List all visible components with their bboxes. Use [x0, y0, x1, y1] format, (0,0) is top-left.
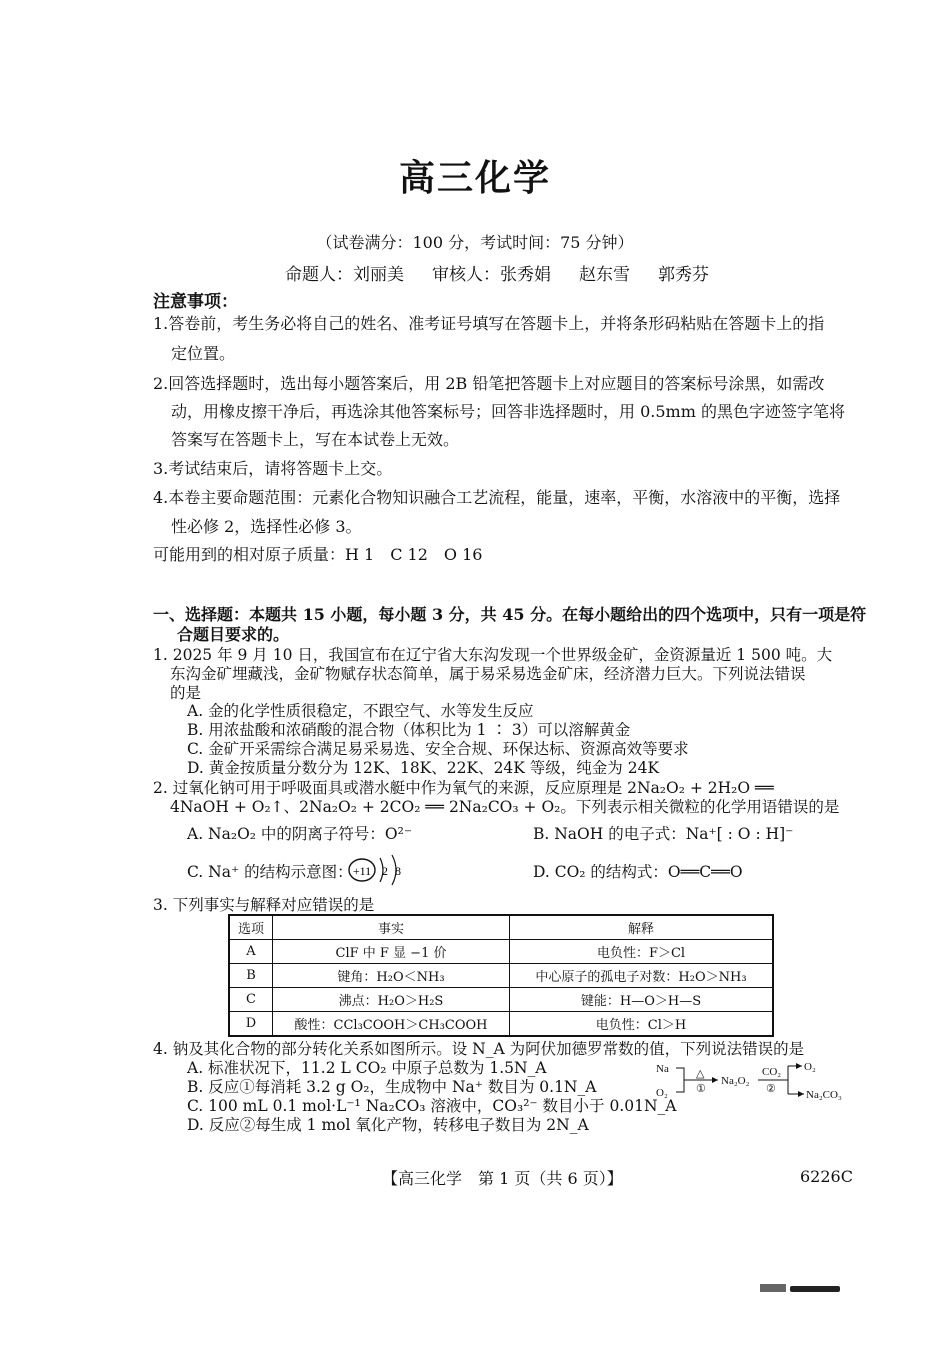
option-a: A. Na₂O₂ 中的阴离子符号：O²⁻: [187, 825, 413, 843]
question-1-stem: [153, 646, 832, 703]
stem-line: 2. 过氧化钠可用于呼吸面具或潜水艇中作为氧气的来源，反应原理是 2Na₂O₂ + 2H₂O ══: [153, 779, 774, 797]
author-reviewer-1: 审核人：张秀娟: [432, 265, 551, 285]
col-header-explanation: 解释: [510, 915, 774, 940]
option-b: B. 用浓盐酸和浓硝酸的混合物（体积比为 1 ∶ 3）可以溶解黄金: [187, 721, 631, 739]
author-proposer: 命题人：刘丽美: [285, 265, 404, 285]
cell-option: D: [229, 1012, 273, 1037]
question-4-options: [187, 1059, 676, 1135]
section-heading-line: 一、选择题：本题共 15 小题，每小题 3 分，共 45 分。在每小题给出的四个选项中，只有一项是符: [153, 605, 867, 624]
option-d: D. 黄金按质量分数分为 12K、18K、22K、24K 等级，纯金为 24K: [187, 759, 660, 777]
table-header-row: [229, 915, 773, 940]
table-row: [229, 988, 773, 1012]
cell-option: A: [229, 940, 273, 964]
table-row: [229, 940, 773, 964]
cell-explanation: 电负性：F＞Cl: [510, 940, 774, 964]
scan-artifact: [790, 1286, 840, 1292]
scan-artifact: [760, 1284, 786, 1292]
notice-line: 答案写在答题卡上，写在本试卷上无效。: [171, 430, 460, 449]
page-title: 高三化学: [398, 157, 551, 199]
step-1-label: ①: [696, 1083, 706, 1095]
col-header-fact: 事实: [273, 915, 510, 940]
cell-fact: 酸性：CCl₃COOH＞CH₃COOH: [273, 1012, 510, 1037]
authors-line: [285, 260, 737, 285]
nucleus-charge: +11: [352, 864, 372, 878]
section-heading-line: 合题目要求的。: [177, 625, 290, 644]
shell-1-electrons: 2: [382, 864, 388, 878]
option-a: A. 金的化学性质很稳定，不跟空气、水等发生反应: [187, 702, 534, 720]
notice-line: 2.回答选择题时，选出每小题答案后，用 2B 铅笔把答题卡上对应题目的答案标号涂黑，如需改: [153, 374, 825, 393]
question-1-options: [187, 702, 689, 778]
option-c: C. 100 mL 0.1 mol·L⁻¹ Na₂CO₃ 溶液中，CO₃²⁻ 数目小于 0.01N_A: [187, 1097, 677, 1115]
page-footer: 【高三化学 第 1 页（共 6 页）】: [382, 1169, 623, 1188]
notice-line: 动，用橡皮擦干净后，再选涂其他答案标号；回答非选择题时，用 0.5mm 的黑色字迹签字笔将: [171, 402, 845, 421]
author-reviewer-3: 郭秀芬: [658, 265, 709, 285]
cell-fact: 键角：H₂O＜NH₃: [273, 964, 510, 988]
cell-fact: 沸点：H₂O＞H₂S: [273, 988, 510, 1012]
condition-heat: △: [696, 1068, 705, 1080]
step-2-label: ②: [766, 1083, 776, 1095]
arrow-1-head: [712, 1077, 718, 1083]
reaction-diagram: [654, 1058, 854, 1108]
cell-explanation: 键能：H—O＞H—S: [510, 988, 774, 1012]
notice-line: 3.考试结束后，请将答题卡上交。: [153, 459, 393, 478]
option-c: C. 金矿开采需综合满足易采易选、安全合规、环保达标、资源高效等要求: [187, 740, 689, 758]
cell-explanation: 中心原子的孤电子对数：H₂O＞NH₃: [510, 964, 774, 988]
cell-option: B: [229, 964, 273, 988]
paper-code: 6226C: [800, 1167, 853, 1186]
author-reviewer-2: 赵东雪: [579, 265, 630, 285]
question-2-stem: [153, 779, 839, 817]
section-heading: [153, 605, 866, 645]
notice-heading: 注意事项：: [153, 292, 238, 312]
stem-line: 1. 2025 年 9 月 10 日，我国宣布在辽宁省大东沟发现一个世界级金矿，金资源量近 1 500 吨。大: [153, 646, 833, 664]
shell-2-electrons: 8: [395, 864, 401, 878]
exam-info: （试卷满分：100 分，考试时间：75 分钟）: [316, 233, 634, 252]
intermediate-na2o2: Na₂O₂: [721, 1075, 750, 1087]
cell-explanation: 电负性：Cl＞H: [510, 1012, 774, 1037]
option-d: D. CO₂ 的结构式：O══C══O: [533, 863, 743, 881]
option-b: B. 反应①每消耗 3.2 g O₂，生成物中 Na⁺ 数目为 0.1N_A: [187, 1078, 597, 1096]
product-na2co3: Na₂CO₃: [806, 1089, 842, 1101]
option-d: D. 反应②每生成 1 mol 氧化产物，转移电子数目为 2N_A: [187, 1116, 589, 1134]
reagent-co2: CO₂: [762, 1066, 782, 1078]
facts-table: [228, 914, 774, 1037]
option-a: A. 标准状况下，11.2 L CO₂ 中原子总数为 1.5N_A: [187, 1059, 547, 1077]
notice-line: 定位置。: [171, 344, 236, 363]
stem-line: 的是: [170, 684, 202, 702]
notice-line: 性必修 2，选择性必修 3。: [171, 517, 362, 536]
notice-line: 1.答卷前，考生务必将自己的姓名、准考证号填写在答题卡上，并将条形码粘贴在答题卡上的指: [153, 314, 825, 333]
cell-fact: ClF 中 F 显 −1 价: [273, 940, 510, 964]
stem-line: 4NaOH + O₂↑、2Na₂O₂ + 2CO₂ ══ 2Na₂CO₃ + O₂。下列表示相关微粒的化学用语错误的是: [170, 798, 840, 816]
cell-option: C: [229, 988, 273, 1012]
option-c-label: C. Na⁺ 的结构示意图：: [187, 863, 353, 881]
reactant-o2: O₂: [656, 1087, 668, 1099]
option-b: B. NaOH 的电子式：Na⁺[ : O : H]⁻: [533, 825, 794, 843]
atomic-mass-line: 可能用到的相对原子质量：H 1 C 12 O 16: [153, 545, 483, 564]
option-c: [187, 863, 353, 882]
table-row: [229, 964, 773, 988]
stem-line: 东沟金矿埋藏浅，金矿物赋存状态简单，属于易采易选金矿床，经济潜力巨大。下列说法错误: [170, 665, 806, 683]
table-row: [229, 1012, 773, 1037]
sodium-ion-structure-diagram: [348, 852, 410, 888]
question-3-stem: 3. 下列事实与解释对应错误的是: [153, 896, 375, 914]
question-4-stem: 4. 钠及其化合物的部分转化关系如图所示。设 N_A 为阿伏加德罗常数的值，下列说法错误的是: [153, 1040, 805, 1058]
product-o2: O₂: [804, 1061, 816, 1073]
col-header-option: 选项: [229, 915, 273, 940]
reactant-na: Na: [656, 1063, 669, 1075]
notice-line: 4.本卷主要命题范围：元素化合物知识融合工艺流程，能量，速率，平衡，水溶液中的平衡，选择: [153, 488, 841, 507]
